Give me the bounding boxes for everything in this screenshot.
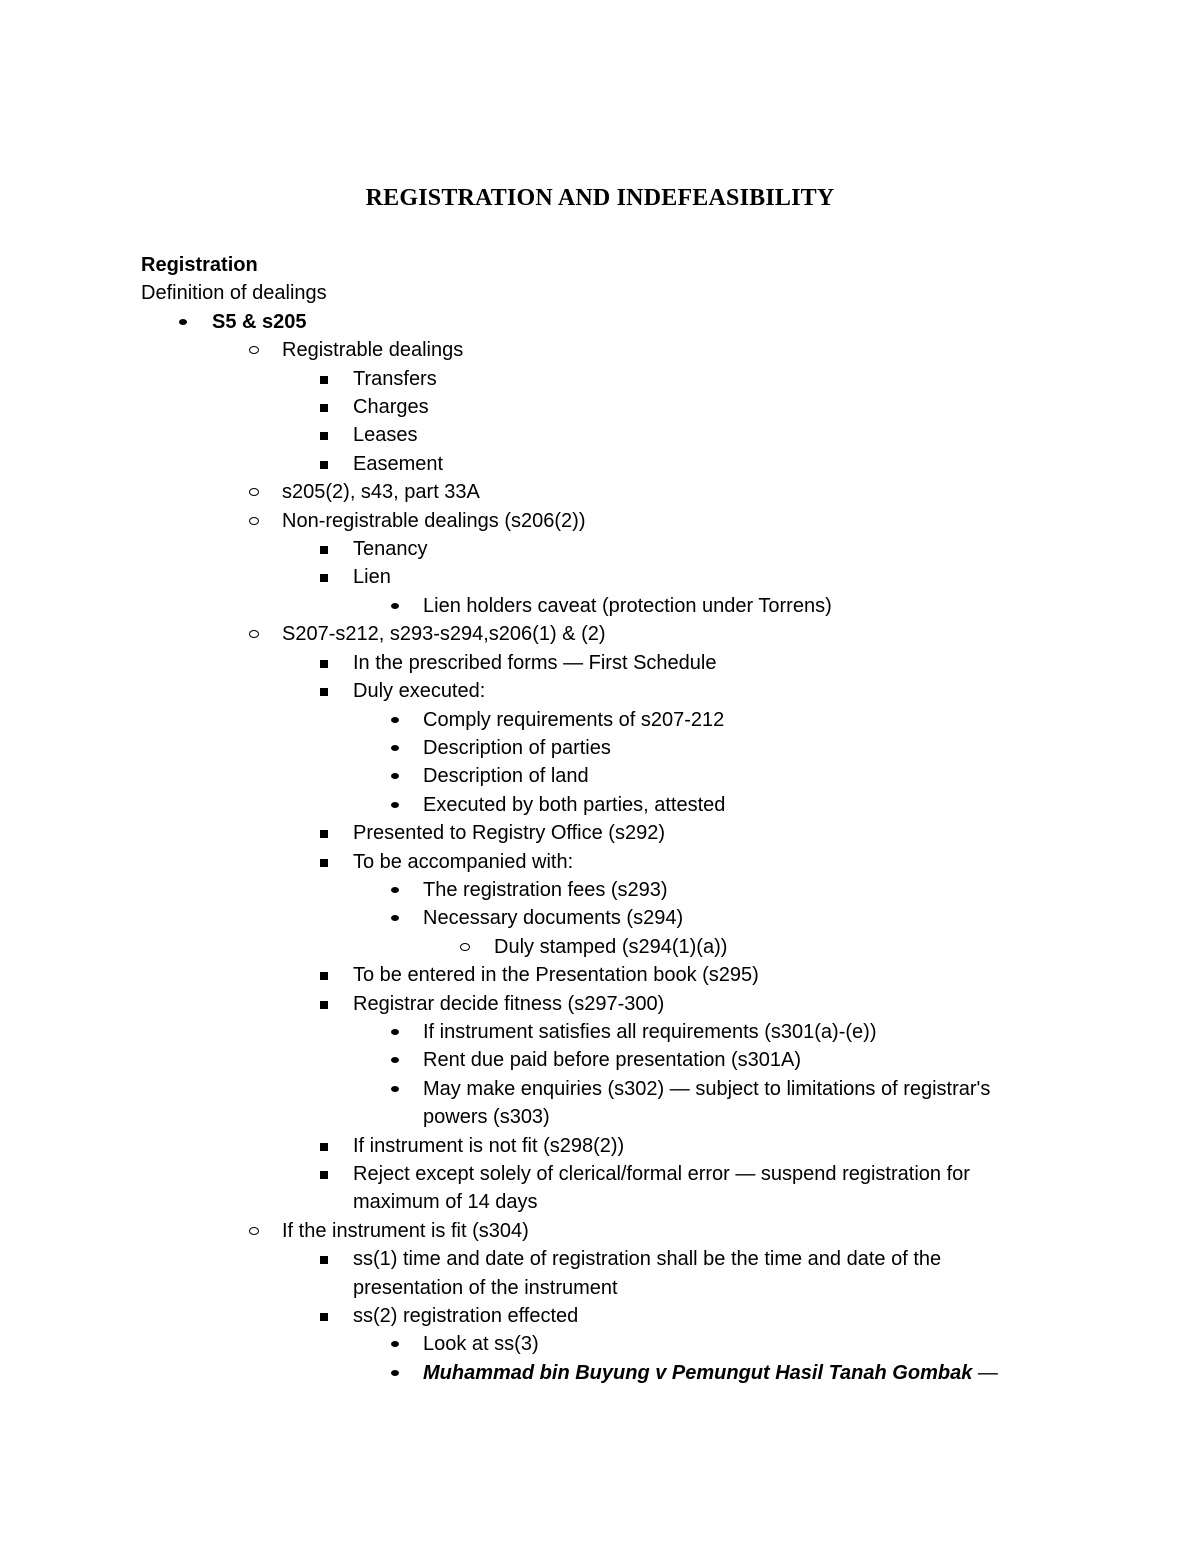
square-bullet-icon (316, 450, 336, 478)
list-item: Presented to Registry Office (s292) (141, 819, 1061, 847)
disc-bullet-icon (387, 791, 407, 819)
list-item: To be accompanied with: (141, 848, 1061, 876)
list-item: Non-registrable dealings (s206(2)) (141, 507, 1061, 535)
square-bullet-icon (316, 848, 336, 876)
square-bullet-icon (316, 421, 336, 449)
list-item: Easement (141, 450, 1061, 478)
disc-bullet-icon (387, 1046, 407, 1074)
document-body (141, 251, 1061, 1387)
list-item: Duly stamped (s294(1)(a)) (141, 933, 1061, 961)
disc-bullet-icon (387, 876, 407, 904)
square-bullet-icon (316, 393, 336, 421)
list-item: Necessary documents (s294) (141, 904, 1061, 932)
circle-bullet-icon (246, 478, 266, 506)
section-heading: Registration (141, 254, 258, 276)
case-name: Muhammad bin Buyung v Pemungut Hasil Tanah Gombak (423, 1361, 973, 1384)
list-item: Look at ss(3) (141, 1330, 1061, 1358)
document-title: REGISTRATION AND INDEFEASIBILITY (365, 185, 835, 211)
square-bullet-icon (316, 677, 336, 705)
square-bullet-icon (316, 563, 336, 591)
list-item: S5 & s205 (141, 308, 1061, 336)
list-item: ss(1) time and date of registration shall be the time and date of the presentation of the instrument (141, 1245, 1003, 1302)
list-item: s205(2), s43, part 33A (141, 478, 1061, 506)
list-item: ss(2) registration effected (141, 1302, 1061, 1330)
disc-bullet-icon (387, 592, 407, 620)
list-item: Registrar decide fitness (s297-300) (141, 990, 1061, 1018)
list-item: Executed by both parties, attested (141, 791, 1061, 819)
list-item: Transfers (141, 365, 1061, 393)
disc-bullet-icon (387, 1330, 407, 1358)
square-bullet-icon (316, 1302, 336, 1330)
list-item: Muhammad bin Buyung v Pemungut Hasil Tanah Gombak — (141, 1359, 1061, 1387)
circle-bullet-icon (246, 336, 266, 364)
circle-bullet-icon (246, 1217, 266, 1245)
square-bullet-icon (316, 1245, 336, 1273)
square-bullet-icon (316, 535, 336, 563)
list-item: Registrable dealings (141, 336, 1061, 364)
list-item: Leases (141, 421, 1061, 449)
square-bullet-icon (316, 649, 336, 677)
square-bullet-icon (316, 961, 336, 989)
square-bullet-icon (316, 1132, 336, 1160)
square-bullet-icon (316, 365, 336, 393)
disc-bullet-icon (387, 734, 407, 762)
disc-bullet-icon (387, 1018, 407, 1046)
disc-bullet-icon (387, 706, 407, 734)
list-item: In the prescribed forms — First Schedule (141, 649, 1061, 677)
disc-bullet-icon (387, 762, 407, 790)
disc-bullet-icon (175, 308, 195, 336)
list-item: To be entered in the Presentation book (s295) (141, 961, 1061, 989)
list-item: If the instrument is fit (s304) (141, 1217, 1061, 1245)
square-bullet-icon (316, 990, 336, 1018)
circle-bullet-icon (246, 620, 266, 648)
list-item: Lien (141, 563, 1061, 591)
list-item: Description of land (141, 762, 1061, 790)
circle-bullet-icon (457, 933, 477, 961)
square-bullet-icon (316, 1160, 336, 1188)
list-item: S207-s212, s293-s294,s206(1) & (2) (141, 620, 1061, 648)
list-item: Duly executed: (141, 677, 1061, 705)
disc-bullet-icon (387, 1075, 407, 1103)
list-item: Description of parties (141, 734, 1061, 762)
list-item: Charges (141, 393, 1061, 421)
disc-bullet-icon (387, 904, 407, 932)
list-item: Rent due paid before presentation (s301A) (141, 1046, 1061, 1074)
circle-bullet-icon (246, 507, 266, 535)
disc-bullet-icon (387, 1359, 407, 1387)
list-item: May make enquiries (s302) — subject to limitations of registrar's powers (s303) (141, 1075, 1043, 1132)
square-bullet-icon (316, 819, 336, 847)
list-item: Tenancy (141, 535, 1061, 563)
list-item: If instrument is not fit (s298(2)) (141, 1132, 1061, 1160)
list-item: Comply requirements of s207-212 (141, 706, 1061, 734)
list-item: Reject except solely of clerical/formal error — suspend registration for maximum of 14 days (141, 1160, 1033, 1217)
list-item: If instrument satisfies all requirements (s301(a)-(e)) (141, 1018, 1061, 1046)
list-item: The registration fees (s293) (141, 876, 1061, 904)
list-item: Lien holders caveat (protection under Torrens) (141, 592, 1061, 620)
subheading: Definition of dealings (141, 282, 327, 305)
